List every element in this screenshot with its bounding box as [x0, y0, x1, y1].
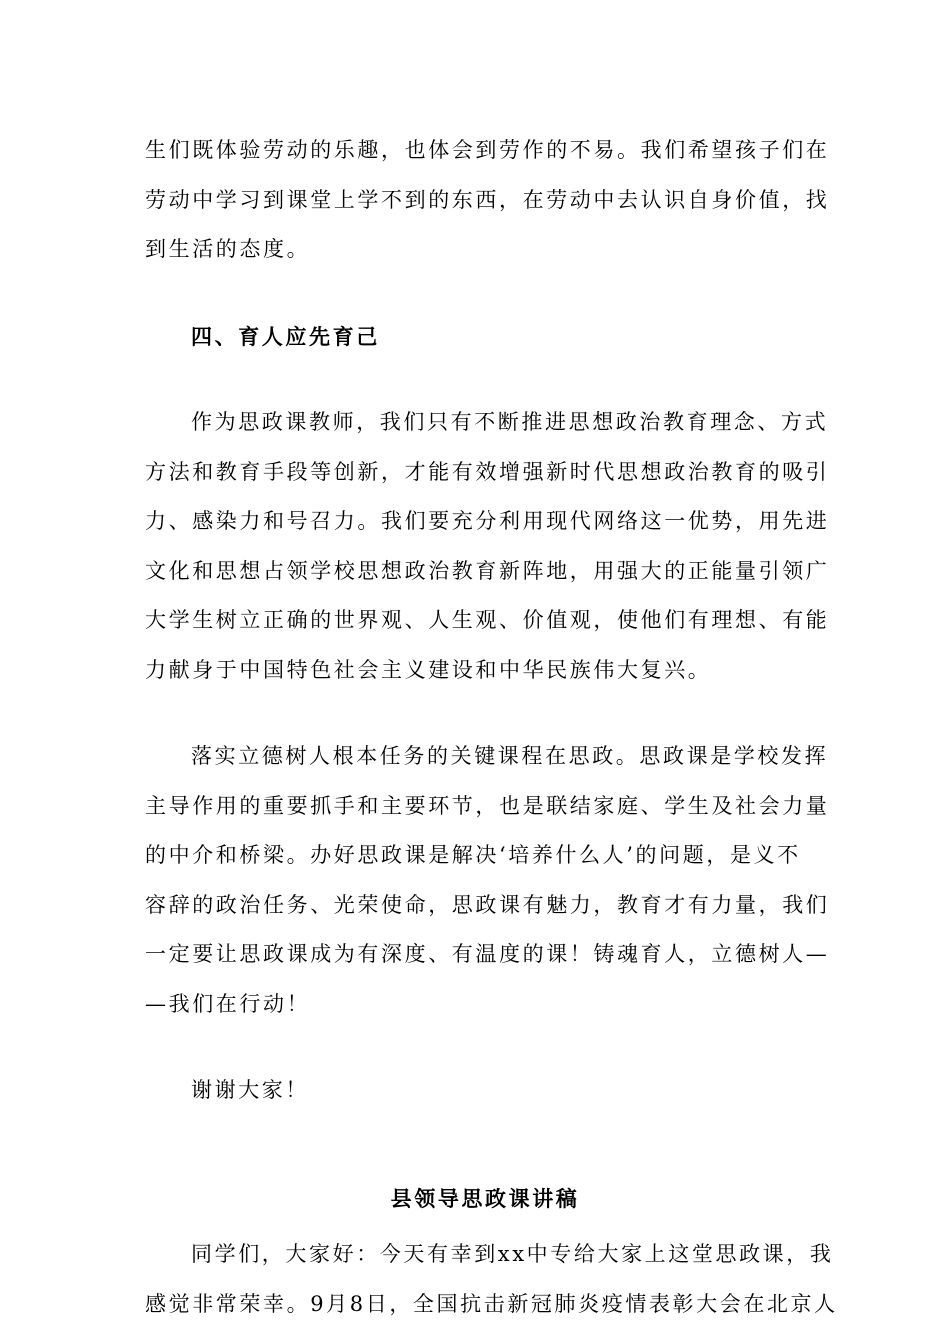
closing-line: 谢谢大家！ — [191, 1078, 309, 1102]
text-line: 同学们，大家好：今天有幸到xx中专给大家上这堂思政课，我 — [191, 1242, 834, 1266]
text-line: 大学生树立正确的世界观、人生观、价值观，使他们有理想、有能 — [145, 608, 830, 632]
text-line: 落实立德树人根本任务的关键课程在思政。思政课是学校发挥 — [191, 744, 829, 768]
paragraph — [145, 732, 830, 1029]
section-heading: 四、育人应先育己 — [191, 323, 380, 349]
text-line: 一定要让思政课成为有深度、有温度的课！铸魂育人，立德树人— — [145, 942, 830, 966]
text-line: 文化和思想占领学校思想政治教育新阵地，用强大的正能量引领广 — [145, 558, 830, 583]
text-line: 劳动中学习到课堂上学不到的东西，在劳动中去认识自身价值，找 — [145, 187, 830, 212]
text-line: —我们在行动！ — [145, 991, 311, 1016]
paragraph — [145, 1230, 838, 1329]
text-line: 感觉非常荣幸。9月8日，全国抗击新冠肺炎疫情表彰大会在北京人 — [145, 1291, 838, 1316]
text-line: 容辞的政治任务、光荣使命，思政课有魅力，教育才有力量，我们 — [145, 892, 830, 917]
text-line: 主导作用的重要抓手和主要环节，也是联结家庭、学生及社会力量 — [145, 793, 830, 818]
text-line: 力献身于中国特色社会主义建设和中华民族伟大复兴。 — [145, 657, 712, 682]
document-page — [145, 126, 838, 1329]
paragraph-continuation — [145, 126, 830, 275]
text-line: 生们既体验劳动的乐趣，也体会到劳作的不易。我们希望孩子们在 — [145, 138, 830, 162]
text-line: 作为思政课教师，我们只有不断推进思想政治教育理念、方式 — [191, 410, 829, 434]
text-line: 到生活的态度。 — [145, 237, 311, 261]
text-line: 的中介和桥梁。办好思政课是解决‘培养什么人’的问题，是义不 — [145, 843, 801, 867]
document-title: 县领导思政课讲稿 — [390, 1185, 580, 1211]
text-line: 方法和教育手段等创新，才能有效增强新时代思想政治教育的吸引 — [145, 459, 830, 484]
paragraph — [145, 398, 830, 695]
text-line: 力、感染力和号召力。我们要充分利用现代网络这一优势，用先进 — [145, 509, 830, 533]
